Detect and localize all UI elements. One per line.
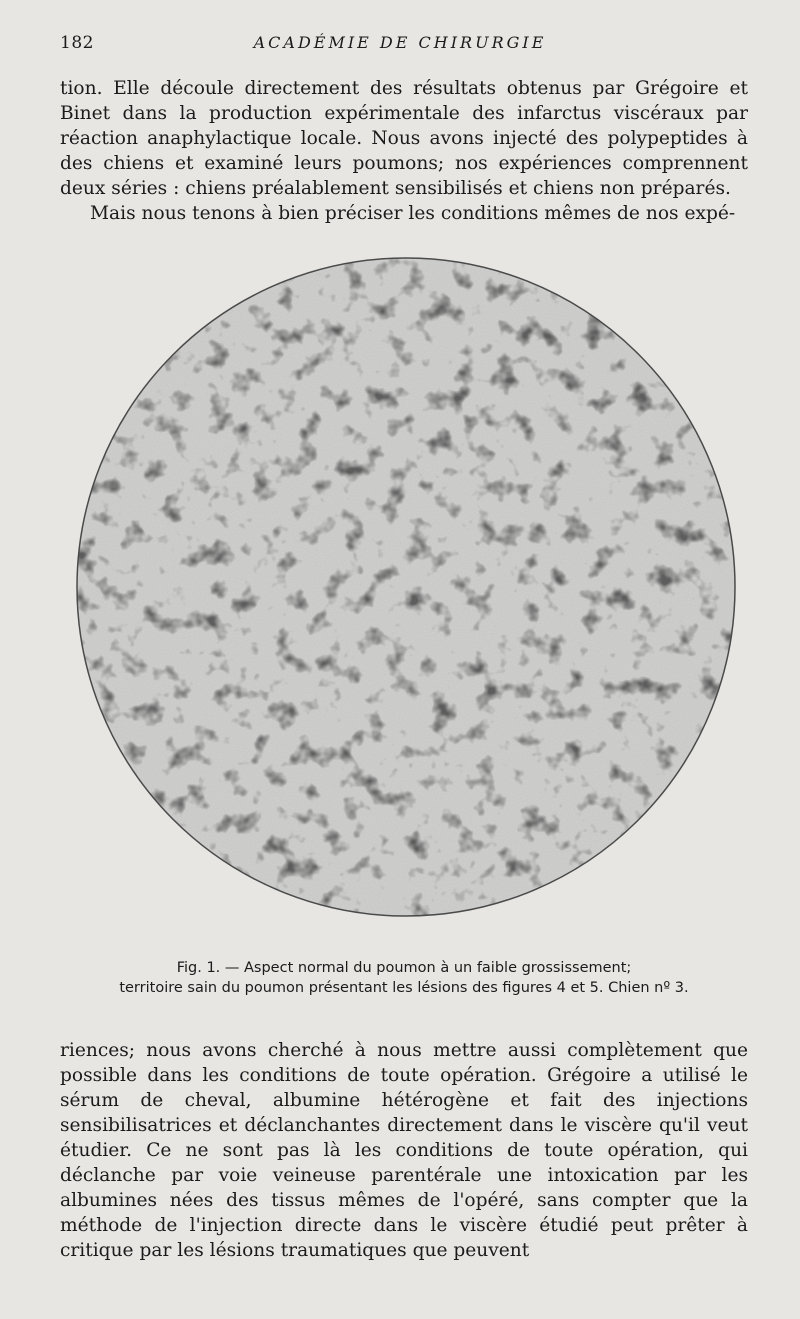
paragraph-1: tion. Elle découle directement des résultats obtenus par Grégoire et Binet dans la production expérimentale des infarctus viscéraux par réaction anaphylactique locale. Nous avons injecté des polypeptides à des chiens et examiné leurs poumons; nos expériences comprennent deux séries : chiens préalablement sensibilisés et chiens non préparés. — [60, 78, 748, 199]
caption-line-1: Fig. 1. — Aspect normal du poumon à un faible grossissement; — [176, 960, 632, 976]
paragraph-3: riences; nous avons cherché à nous mettre aussi complètement que possible dans les conditions de toute opération. Grégoire a utilisé le sérum de cheval, albumine hétérogène et fait des injections sensibilisatrices et déclanchantes directement dans le viscère qu'il veut étudier. Ce ne sont pas là les conditions de toute opération, qui déclanche par voie veineuse parentérale une intoxication par les albumines nées des tissus mêmes de l'opéré, sans compter que la méthode de l'injection directe dans le viscère étudié peut prêter à critique par les lésions traumatiques que peuvent — [60, 1040, 748, 1261]
caption-line-2: territoire sain du poumon présentant les lésions des figures 4 et 5. Chien nº 3. — [119, 980, 689, 996]
lung-micrograph — [75, 256, 737, 918]
running-title: ACADÉMIE DE CHIRURGIE — [253, 33, 547, 52]
paragraph-2: Mais nous tenons à bien préciser les conditions mêmes de nos expé- — [90, 203, 736, 224]
page-number: 182 — [60, 33, 94, 53]
figure-caption — [60, 958, 748, 998]
